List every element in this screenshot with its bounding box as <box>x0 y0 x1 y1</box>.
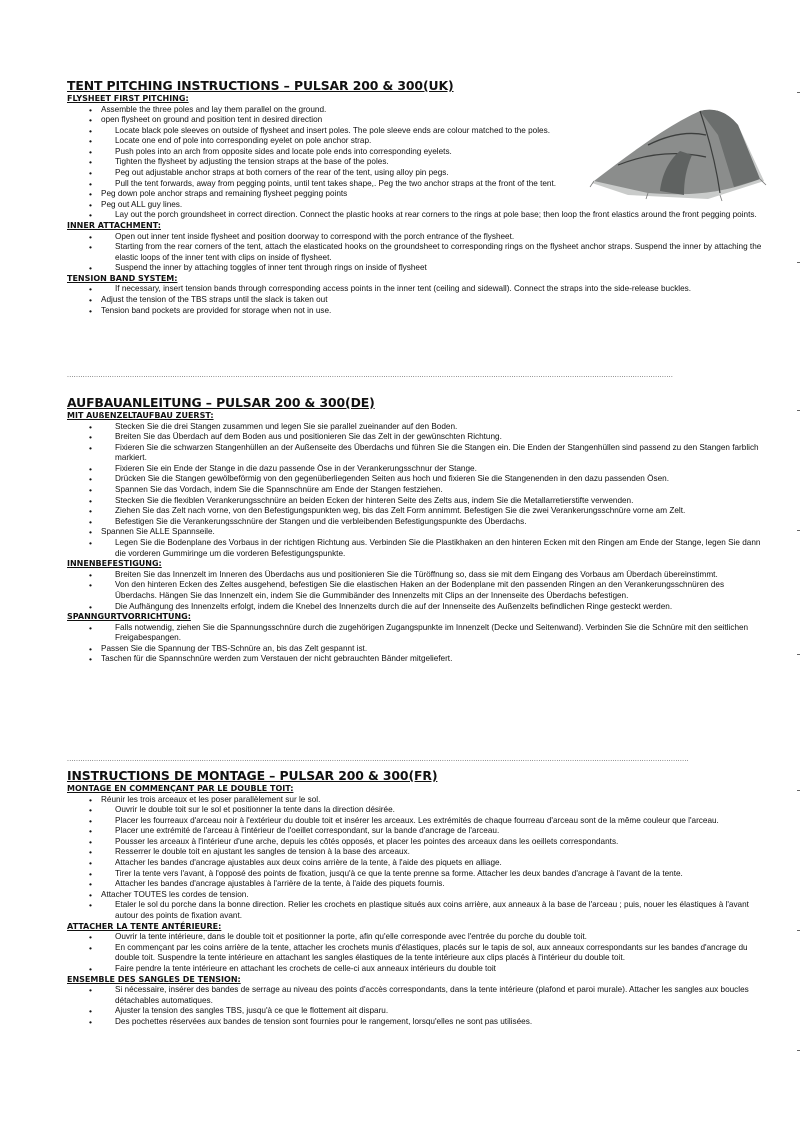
list-item: • Resserrer le double toit en ajustant les sangles de tension à la base des arceaux. <box>67 847 767 858</box>
list-item: • Ziehen Sie das Zelt nach vorne, von den Befestigungspunkten weg, bis das Zelt Form annimmt. Befestigen Sie die zwei Verankerungsschnüre vorne am Zelt. <box>67 506 767 517</box>
list-item: • Fixieren Sie die schwarzen Stangenhüllen an der Außenseite des Überdachs und führen Sie die Stangen ein. Die Enden der Stangenhüllen sind passend zu den Stangen farblich markiert. <box>67 443 767 464</box>
list-item: • Réunir les trois arceaux et les poser parallèlement sur le sol. <box>67 795 767 806</box>
de-subheading-tension: SPANNGURTVORRICHTUNG: <box>67 612 191 622</box>
uk-list-flysheet <box>67 105 767 222</box>
margin-mark <box>797 790 800 791</box>
list-item: • Ouvrir la tente intérieure, dans le double toit et positionner la porte, afin qu'elle corresponde avec l'entrée du porche du double toit. <box>67 932 767 943</box>
list-item: • Stecken Sie die flexiblen Verankerungsschnüre an beiden Ecken der hinteren Seite des Zelts aus, indem Sie die Metallarretierstifte verwenden. <box>67 496 767 507</box>
margin-mark <box>797 930 800 931</box>
list-item: • Attacher les bandes d'ancrage ajustables à l'arrière de la tente, à l'aide des piquets fournis. <box>67 879 767 890</box>
fr-subheading-tension: ENSEMBLE DES SANGLES DE TENSION: <box>67 974 241 984</box>
margin-mark <box>797 92 800 93</box>
de-list-flysheet <box>67 422 767 560</box>
uk-subheading-flysheet: FLYSHEET FIRST PITCHING: <box>67 94 189 103</box>
list-item: • Fixieren Sie ein Ende der Stange in die dazu passende Öse in der Verankerungsschnur der Stange. <box>67 464 767 475</box>
list-item: • Ouvrir le double toit sur le sol et positionner la tente dans la direction désirée. <box>67 805 767 816</box>
list-item: • Spannen Sie das Vordach, indem Sie die Spannschnüre am Ende der Stangen festziehen. <box>67 485 767 496</box>
list-item: • Spannen Sie ALLE Spannseile. <box>67 527 767 538</box>
fr-title: INSTRUCTIONS DE MONTAGE – PULSAR 200 & 300(FR) <box>67 768 438 783</box>
list-item: • Drücken Sie die Stangen gewölbeförmig von den gegenüberliegenden Seiten aus hoch und fixieren Sie die Stangenenden in den dazu passenden Ösen. <box>67 474 767 485</box>
list-item: • Breiten Sie das Überdach auf dem Boden aus und positionieren Sie das Zelt in der gewünschten Richtung. <box>67 432 767 443</box>
list-item: • Peg out ALL guy lines. <box>67 200 767 211</box>
list-item: • Die Aufhängung des Innenzelts erfolgt, indem die Knebel des Innenzelts durch die auf der Innenseite des Außenzelts befindlichen Ringe gesteckt werden. <box>67 602 767 613</box>
list-item: • Peg out adjustable anchor straps at both corners of the rear of the tent, using alloy pin pegs. <box>67 168 767 179</box>
fr-list-tension <box>67 985 767 1027</box>
list-item: • Si nécessaire, insérer des bandes de serrage au niveau des points d'accès correspondants, dans la tente intérieure (plafond et paroi murale). Attacher les sangles aux boucles détachables automatiques. <box>67 985 767 1006</box>
list-item: • Pull the tent forwards, away from pegging points, until tent takes shape,. Peg the two anchor straps at the front of the tent. <box>67 179 767 190</box>
list-item: • Assemble the three poles and lay them parallel on the ground. <box>67 105 767 116</box>
de-list-inner <box>67 570 767 612</box>
list-item: • Pousser les arceaux à l'intérieur d'une arche, depuis les côtés opposés, et placer les pointes des arceaux dans les oeillets correspondants. <box>67 837 767 848</box>
list-item: • Tirer la tente vers l'avant, à l'opposé des points de fixation, jusqu'à ce que la tente prenne sa forme. Attacher les deux bandes d'ancrage à l'avant de la tente. <box>67 869 767 880</box>
divider: .............................................................................................................................................................................................................................................................................. <box>67 373 674 379</box>
list-item: • Push poles into an arch from opposite sides and locate pole ends into corresponding eyelets. <box>67 147 767 158</box>
section-de <box>67 395 767 665</box>
uk-title: TENT PITCHING INSTRUCTIONS – PULSAR 200 & 300(UK) <box>67 78 454 93</box>
margin-mark <box>797 530 800 531</box>
section-fr <box>67 768 767 1027</box>
list-item: • Falls notwendig, ziehen Sie die Spannungsschnüre durch die zugehörigen Zugangspunkte im Innenzelt (Decke und Seitenwand). Verbinden Sie die Schnüre mit den seitlichen Freigabespangen. <box>67 623 767 644</box>
list-item: • Des pochettes réservées aux bandes de tension sont fournies pour le rangement, lorsqu'elles ne sont pas utilisées. <box>67 1017 767 1028</box>
de-subheading-inner: INNENBEFESTIGUNG: <box>67 559 162 569</box>
de-list-tension <box>67 623 767 665</box>
list-item: • Peg down pole anchor straps and remaining flysheet pegging points <box>67 189 767 200</box>
de-subheading-flysheet: MIT AUßENZELTAUFBAU ZUERST: <box>67 411 214 420</box>
list-item: • Placer une extrémité de l'arceau à l'intérieur de l'oeillet correspondant, sur la bande d'ancrage de l'arceau. <box>67 826 767 837</box>
margin-mark <box>797 410 800 411</box>
list-item: • Attacher les bandes d'ancrage ajustables aux deux coins arrière de la tente, à l'aide des piquets en alliage. <box>67 858 767 869</box>
list-item: • Adjust the tension of the TBS straps until the slack is taken out <box>67 295 767 306</box>
list-item: • Faire pendre la tente intérieure en attachant les crochets de celle-ci aux anneaux intérieurs du double toit <box>67 964 767 975</box>
uk-subheading-tension: TENSION BAND SYSTEM: <box>67 273 178 283</box>
list-item: • Locate one end of pole into corresponding eyelet on pole anchor strap. <box>67 136 767 147</box>
list-item: • Von den hinteren Ecken des Zeltes ausgehend, befestigen Sie die elastischen Haken an der Bodenplane mit den passenden Ringen an den Verankerungsschnüren des Überdachs. Hängen Sie das Innenzelt ein, indem Sie die Gummibänder des Innenzelts mit Clips an der Innenseite des Überdachs befestigen. <box>67 580 767 601</box>
uk-list-inner <box>67 232 767 274</box>
list-item: • Tighten the flysheet by adjusting the tension straps at the base of the poles. <box>67 157 767 168</box>
list-item: • Ajuster la tension des sangles TBS, jusqu'à ce que le flottement ait disparu. <box>67 1006 767 1017</box>
list-item: • Befestigen Sie die Verankerungsschnüre der Stangen und die verbleibenden Befestigungspunkte des Überdachs. <box>67 517 767 528</box>
fr-list-flysheet <box>67 795 767 922</box>
list-item: • Breiten Sie das Innenzelt im Inneren des Überdachs aus und positionieren Sie die Türöffnung so, dass sie mit dem Eingang des Vorbaus am Überdach übereinstimmt. <box>67 570 767 581</box>
list-item: • Starting from the rear corners of the tent, attach the elasticated hooks on the groundsheet to corresponding rings on the flysheet anchor straps. Suspend the inner by attaching the elastic loops of the inner tent with clips on inside of flysheet. <box>67 242 767 263</box>
list-item: • Locate black pole sleeves on outside of flysheet and insert poles. The pole sleeve ends are colour matched to the poles. <box>67 126 767 137</box>
fr-subheading-inner: ATTACHER LA TENTE ANTÉRIEURE: <box>67 921 222 931</box>
margin-mark <box>797 262 800 263</box>
fr-list-inner <box>67 932 767 974</box>
list-item: • Taschen für die Spannschnüre werden zum Verstauen der nicht gebrauchten Bänder mitgeliefert. <box>67 654 767 665</box>
list-item: • Lay out the porch groundsheet in correct direction. Connect the plastic hooks at rear corners to the rings at pole base; then loop the front elastics around the front pegging points. <box>67 210 767 221</box>
section-uk <box>67 78 767 316</box>
list-item: • Suspend the inner by attaching toggles of inner tent through rings on inside of flysheet <box>67 263 767 274</box>
list-item: • Tension band pockets are provided for storage when not in use. <box>67 306 767 317</box>
list-item: • Open out inner tent inside flysheet and position doorway to correspond with the porch entrance of the flysheet. <box>67 232 767 243</box>
margin-mark <box>797 654 800 655</box>
list-item: • If necessary, insert tension bands through corresponding access points in the inner tent (ceiling and sidewall). Connect the straps into the side-release buckles. <box>67 284 767 295</box>
uk-list-tension <box>67 284 767 316</box>
list-item: • Passen Sie die Spannung der TBS-Schnüre an, bis das Zelt gespannt ist. <box>67 644 767 655</box>
margin-mark <box>797 1050 800 1051</box>
list-item: • Etaler le sol du porche dans la bonne direction. Relier les crochets en plastique situés aux coins arrière, aux anneaux à la base de l'arceau ; puis, nouer les élastiques à l'avant autour des points de fixation avant. <box>67 900 767 921</box>
list-item: • En commençant par les coins arrière de la tente, attacher les crochets munis d'élastiques, placés sur le tapis de sol, aux anneaux correspondants sur les bandes d'ancrage du double toit. Suspendre la tente intérieure en attachant les sangles élastiques de la tente intérieure aux clips placés à l'intérieur du double toit. <box>67 943 767 964</box>
list-item: • Placer les fourreaux d'arceau noir à l'extérieur du double toit et insérer les arceaux. Les extrémités de chaque fourreau d'arceau sont de la même couleur que l'arceau. <box>67 816 767 827</box>
list-item: • Legen Sie die Bodenplane des Vorbaus in der richtigen Richtung aus. Verbinden Sie die Plastikhaken an den hinteren Ecken mit den Ringen am Ende der Stange, legen Sie dann die vorderen Gummiringe um die vorderen Befestigungspunkte. <box>67 538 767 559</box>
fr-subheading-flysheet: MONTAGE EN COMMENÇANT PAR LE DOUBLE TOIT: <box>67 784 294 793</box>
uk-subheading-inner: INNER ATTACHMENT: <box>67 221 161 231</box>
list-item: • Attacher TOUTES les cordes de tension. <box>67 890 767 901</box>
list-item: • open flysheet on ground and position tent in desired direction <box>67 115 767 126</box>
divider: ..................................................................................................................................................................................................................................................................................... <box>67 757 689 763</box>
de-title: AUFBAUANLEITUNG – PULSAR 200 & 300(DE) <box>67 395 375 410</box>
list-item: • Stecken Sie die drei Stangen zusammen und legen Sie sie parallel zueinander auf den Boden. <box>67 422 767 433</box>
